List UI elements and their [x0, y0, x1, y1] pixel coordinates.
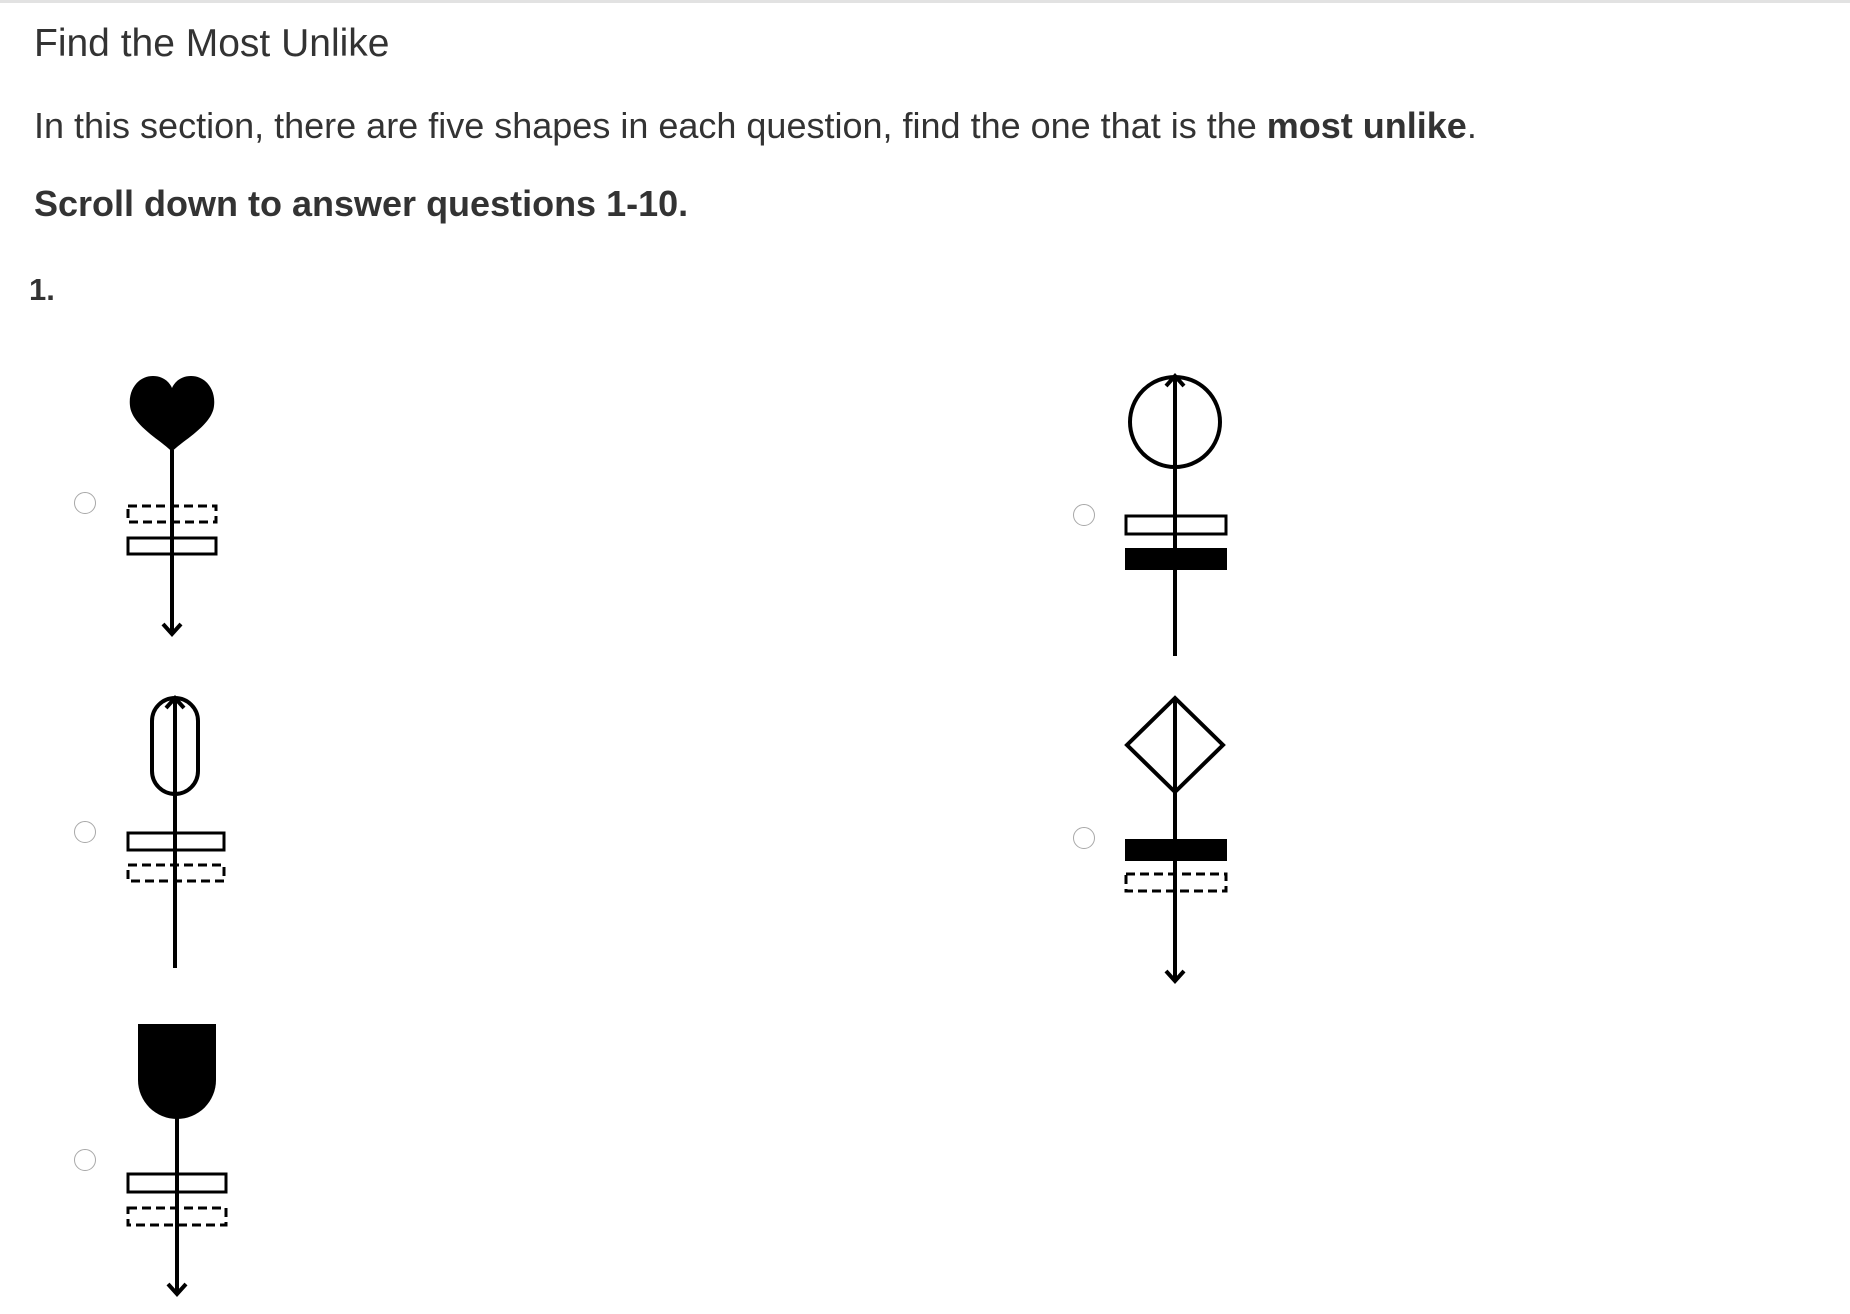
option-5-radio[interactable] [74, 1149, 96, 1171]
section-instructions [34, 105, 1477, 147]
filled-bar [1125, 839, 1227, 861]
option-1-figure[interactable] [120, 370, 240, 642]
option-1-radio[interactable] [74, 492, 96, 514]
option-3-figure[interactable] [120, 690, 240, 972]
question-number: 1. [29, 272, 55, 307]
instructions-period: . [1466, 105, 1477, 146]
option-2-figure[interactable] [1115, 370, 1245, 660]
instructions-text: In this section, there are five shapes in each question, find the one that is the [34, 105, 1267, 146]
instructions-emphasis: most unlike [1266, 105, 1467, 146]
section-title: Find the Most Unlike [34, 22, 390, 65]
option-4-radio[interactable] [1073, 827, 1095, 849]
scroll-note: Scroll down to answer questions 1-10. [34, 183, 689, 224]
filled-bar [1125, 548, 1227, 570]
option-5-figure[interactable] [120, 1018, 240, 1298]
option-2-radio[interactable] [1073, 504, 1095, 526]
heart-shape [130, 376, 215, 452]
top-divider [0, 0, 1850, 3]
option-3-radio[interactable] [74, 821, 96, 843]
option-4-figure[interactable] [1115, 690, 1245, 990]
shield-shape [138, 1024, 216, 1119]
